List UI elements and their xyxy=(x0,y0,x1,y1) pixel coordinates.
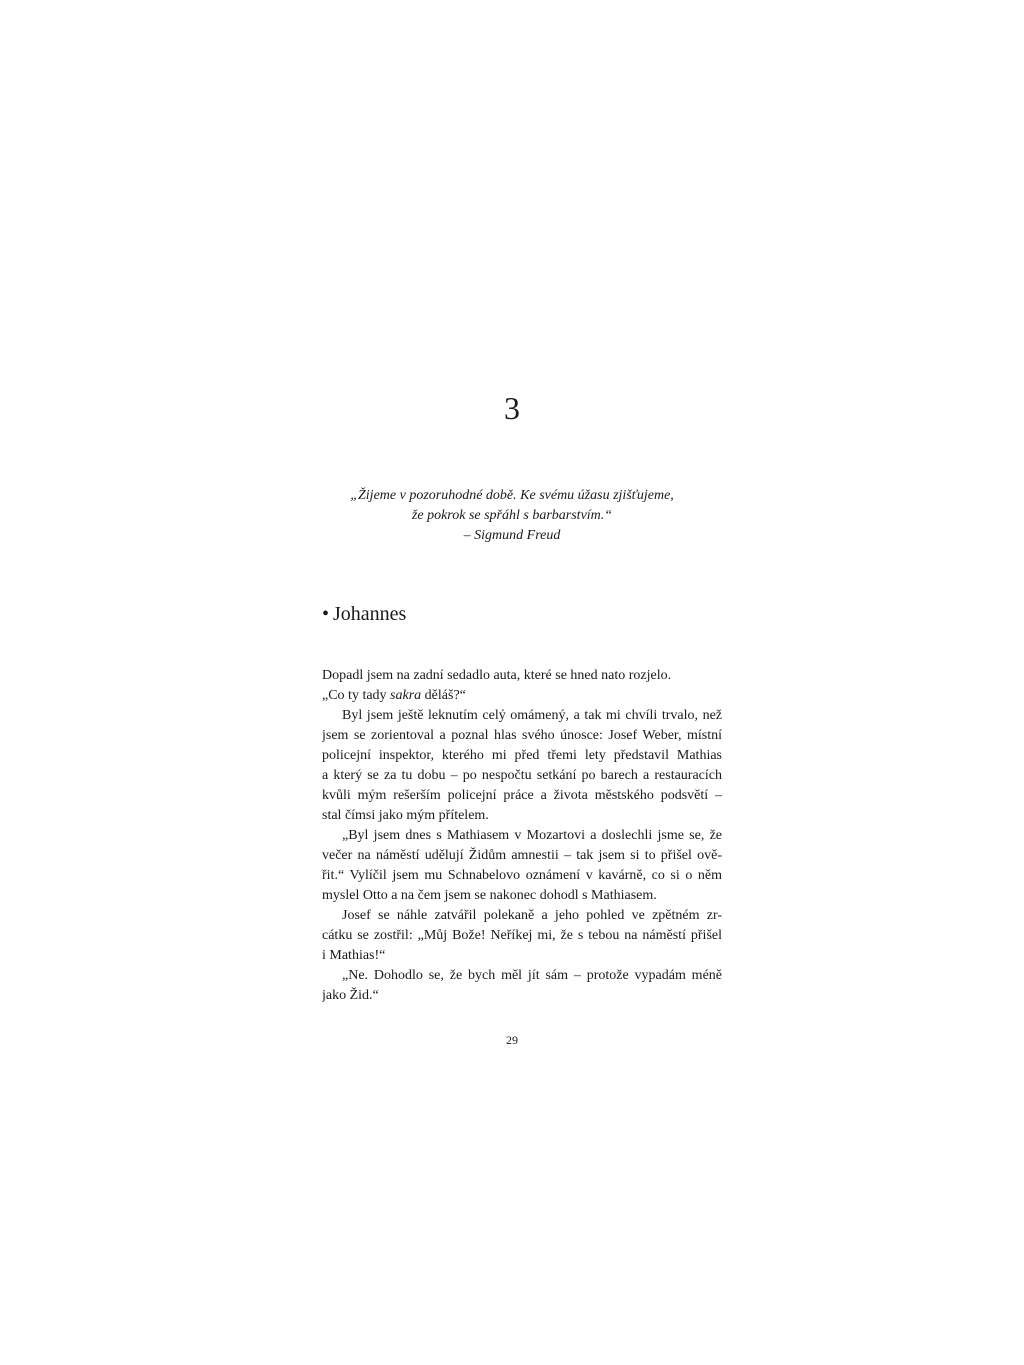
text-line: Byl jsem ještě leknutím celý omámený, a tak mi chvíli trvalo, než xyxy=(342,708,722,723)
text-line: i Mathias!“ xyxy=(322,948,386,963)
page-number: 29 xyxy=(506,1033,518,1047)
text-line: večer na náměstí udělují Židům amnestii – tak jsem si to přišel ově- xyxy=(322,848,722,863)
text-line: policejní inspektor, kterého mi před třemi lety představil Mathias xyxy=(322,748,722,763)
text-line: a který se za tu dobu – po nespočtu setkání po barech a restauracích xyxy=(322,768,722,783)
section-heading-text: Johannes xyxy=(333,603,407,625)
text-line: „Ne. Dohodlo se, že bych měl jít sám – protože vypadám méně xyxy=(342,968,722,983)
epigraph xyxy=(300,486,724,546)
text-line: cátku se zostřil: „Můj Bože! Neříkej mi, že s tebou na náměstí přišel xyxy=(322,928,722,943)
text-line: jsem se zorientoval a poznal hlas svého únosce: Josef Weber, místní xyxy=(322,728,722,743)
text-line: kvůli mým rešerším policejní práce a života městského podsvětí – xyxy=(322,788,722,803)
text-line: „Byl jsem dnes s Mathiasem v Mozartovi a doslechli jsme se, že xyxy=(342,828,722,843)
chapter-number: 3 xyxy=(504,390,520,426)
section-heading xyxy=(322,600,406,628)
text-line: myslel Otto a na čem jsem se nakonec dohodl s Mathiasem. xyxy=(322,888,657,903)
text-line: jako Žid.“ xyxy=(322,988,379,1003)
epigraph-attribution: – Sigmund Freud xyxy=(463,528,561,543)
text-line: Dopadl jsem na zadní sedadlo auta, které se hned nato rozjelo. xyxy=(322,668,672,683)
text-line: Josef se náhle zatvářil polekaně a jeho pohled ve zpětném zr- xyxy=(342,908,722,923)
section-bullet: • xyxy=(322,603,330,625)
epigraph-line: „Žijeme v pozoruhodné době. Ke svému úžasu zjišťujeme, xyxy=(350,488,674,503)
body-text xyxy=(322,666,722,1006)
epigraph-line: že pokrok se spřáhl s barbarstvím.“ xyxy=(411,508,613,523)
text-line: „Co ty tady sakra děláš?“ xyxy=(322,688,466,703)
text-line: stal čímsi jako mým přítelem. xyxy=(322,808,489,823)
emphasis: sakra xyxy=(390,688,422,703)
text-line: řit.“ Vylíčil jsem mu Schnabelovo oznámení v kavárně, co si o něm xyxy=(322,868,722,883)
